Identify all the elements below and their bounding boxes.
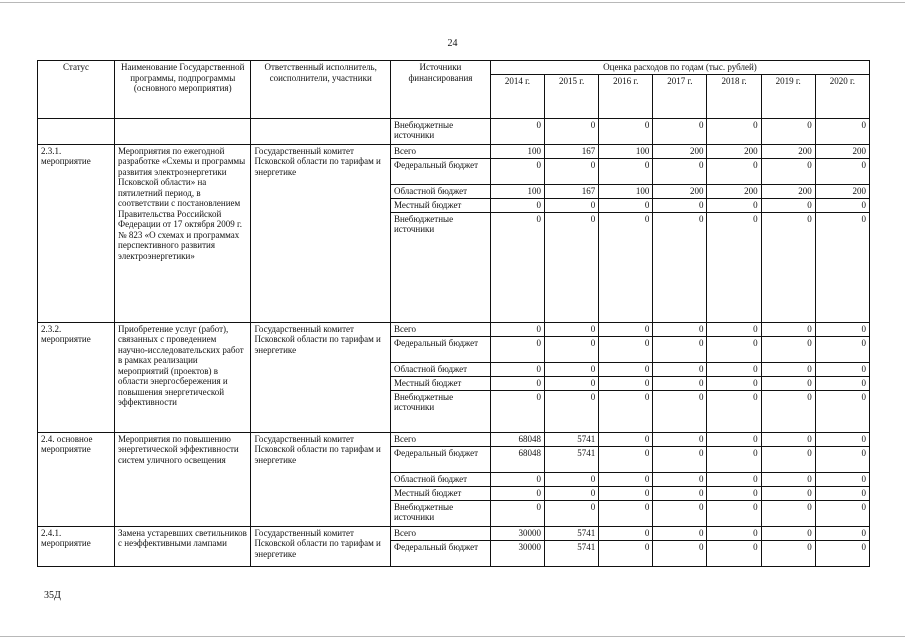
value-cell: 0 xyxy=(545,390,599,432)
source-cell: Федеральный бюджет xyxy=(390,336,490,362)
value-cell: 0 xyxy=(653,446,707,472)
value-cell: 0 xyxy=(707,212,761,322)
value-cell: 0 xyxy=(707,432,761,446)
value-cell: 0 xyxy=(653,322,707,336)
value-cell: 0 xyxy=(490,362,544,376)
source-cell: Внебюджетные источники xyxy=(390,390,490,432)
value-cell: 0 xyxy=(653,212,707,322)
value-cell: 30000 xyxy=(490,526,544,540)
value-cell: 0 xyxy=(599,362,653,376)
value-cell: 0 xyxy=(653,526,707,540)
value-cell: 0 xyxy=(599,526,653,540)
value-cell: 100 xyxy=(490,144,544,158)
value-cell: 0 xyxy=(599,376,653,390)
value-cell: 0 xyxy=(815,390,869,432)
value-cell: 0 xyxy=(815,322,869,336)
value-cell: 0 xyxy=(707,526,761,540)
value-cell: 0 xyxy=(707,390,761,432)
value-cell: 0 xyxy=(707,336,761,362)
value-cell: 0 xyxy=(653,540,707,566)
value-cell: 0 xyxy=(545,500,599,526)
executor-cell: Государственный комитет Псковской области по тарифам и энергетике xyxy=(251,432,391,526)
header-year: 2018 г. xyxy=(707,74,761,118)
value-cell: 0 xyxy=(707,446,761,472)
header-year: 2016 г. xyxy=(599,74,653,118)
source-cell: Всего xyxy=(390,432,490,446)
value-cell: 0 xyxy=(761,486,815,500)
source-cell: Всего xyxy=(390,526,490,540)
value-cell: 200 xyxy=(653,144,707,158)
value-cell: 0 xyxy=(815,472,869,486)
value-cell: 0 xyxy=(815,158,869,184)
source-cell: Внебюджетные источники xyxy=(390,212,490,322)
value-cell: 0 xyxy=(761,322,815,336)
source-cell: Внебюджетные источники xyxy=(390,500,490,526)
value-cell: 0 xyxy=(599,446,653,472)
value-cell: 0 xyxy=(761,432,815,446)
value-cell: 0 xyxy=(707,158,761,184)
value-cell: 0 xyxy=(490,118,544,144)
executor-cell: Государственный комитет Псковской области по тарифам и энергетике xyxy=(251,144,391,322)
value-cell: 0 xyxy=(815,540,869,566)
value-cell: 200 xyxy=(815,144,869,158)
value-cell: 0 xyxy=(599,500,653,526)
value-cell: 0 xyxy=(653,390,707,432)
header-sources: Источники финансирования xyxy=(390,61,490,119)
value-cell: 0 xyxy=(761,526,815,540)
table-body xyxy=(38,118,870,566)
value-cell: 0 xyxy=(707,118,761,144)
value-cell: 0 xyxy=(761,158,815,184)
page-number: 24 xyxy=(447,38,458,49)
value-cell: 0 xyxy=(707,472,761,486)
source-cell: Местный бюджет xyxy=(390,486,490,500)
value-cell: 0 xyxy=(707,322,761,336)
table-row xyxy=(38,144,870,158)
value-cell: 0 xyxy=(815,118,869,144)
value-cell: 0 xyxy=(545,212,599,322)
value-cell: 0 xyxy=(761,198,815,212)
value-cell: 0 xyxy=(653,376,707,390)
scan-bottom-edge xyxy=(0,636,905,637)
value-cell: 0 xyxy=(599,198,653,212)
header-row xyxy=(38,61,870,75)
status-cell: 2.4. основное мероприятие xyxy=(38,432,115,526)
table-row xyxy=(38,118,870,144)
value-cell: 0 xyxy=(815,526,869,540)
table-row xyxy=(38,526,870,540)
value-cell: 100 xyxy=(490,184,544,198)
value-cell: 0 xyxy=(545,336,599,362)
source-cell: Местный бюджет xyxy=(390,198,490,212)
value-cell: 0 xyxy=(761,212,815,322)
executor-cell xyxy=(251,118,391,144)
header-year: 2020 г. xyxy=(815,74,869,118)
header-year: 2014 г. xyxy=(490,74,544,118)
status-cell: 2.3.1. мероприятие xyxy=(38,144,115,322)
value-cell: 0 xyxy=(815,446,869,472)
value-cell: 0 xyxy=(815,486,869,500)
value-cell: 0 xyxy=(490,486,544,500)
value-cell: 5741 xyxy=(545,446,599,472)
value-cell: 68048 xyxy=(490,432,544,446)
scan-top-edge xyxy=(0,2,905,3)
source-cell: Местный бюджет xyxy=(390,376,490,390)
value-cell: 0 xyxy=(815,336,869,362)
value-cell: 0 xyxy=(761,336,815,362)
name-cell: Замена устаревших светильников с неэффективными лампами xyxy=(115,526,251,566)
source-cell: Всего xyxy=(390,322,490,336)
value-cell: 0 xyxy=(761,118,815,144)
executor-cell: Государственный комитет Псковской области по тарифам и энергетике xyxy=(251,526,391,566)
value-cell: 0 xyxy=(815,362,869,376)
value-cell: 0 xyxy=(707,376,761,390)
value-cell: 0 xyxy=(761,500,815,526)
value-cell: 0 xyxy=(653,432,707,446)
source-cell: Федеральный бюджет xyxy=(390,158,490,184)
status-cell xyxy=(38,118,115,144)
source-cell: Областной бюджет xyxy=(390,472,490,486)
value-cell: 0 xyxy=(599,212,653,322)
value-cell: 200 xyxy=(707,184,761,198)
header-executor: Ответственный исполнитель, соисполнители, участники xyxy=(251,61,391,119)
header-name: Наименование Государственной программы, подпрограммы (основного мероприятия) xyxy=(115,61,251,119)
status-cell: 2.4.1. мероприятие xyxy=(38,526,115,566)
value-cell: 0 xyxy=(599,158,653,184)
name-cell: Мероприятия по повышению энергетической эффективности систем уличного освещения xyxy=(115,432,251,526)
value-cell: 0 xyxy=(599,336,653,362)
header-estimate: Оценка расходов по годам (тыс. рублей) xyxy=(490,61,869,75)
header-year: 2015 г. xyxy=(545,74,599,118)
value-cell: 200 xyxy=(815,184,869,198)
value-cell: 0 xyxy=(815,500,869,526)
source-cell: Областной бюджет xyxy=(390,362,490,376)
value-cell: 0 xyxy=(545,472,599,486)
value-cell: 0 xyxy=(761,362,815,376)
value-cell: 0 xyxy=(490,198,544,212)
expense-table xyxy=(37,60,870,567)
value-cell: 0 xyxy=(761,376,815,390)
value-cell: 0 xyxy=(545,118,599,144)
value-cell: 0 xyxy=(490,390,544,432)
value-cell: 0 xyxy=(545,486,599,500)
value-cell: 0 xyxy=(761,472,815,486)
value-cell: 0 xyxy=(653,336,707,362)
value-cell: 5741 xyxy=(545,526,599,540)
value-cell: 0 xyxy=(490,472,544,486)
value-cell: 200 xyxy=(707,144,761,158)
value-cell: 167 xyxy=(545,144,599,158)
value-cell: 0 xyxy=(545,376,599,390)
value-cell: 0 xyxy=(599,472,653,486)
value-cell: 68048 xyxy=(490,446,544,472)
value-cell: 0 xyxy=(761,446,815,472)
source-cell: Областной бюджет xyxy=(390,184,490,198)
table-row xyxy=(38,432,870,446)
value-cell: 0 xyxy=(490,158,544,184)
value-cell: 0 xyxy=(545,322,599,336)
value-cell: 0 xyxy=(707,486,761,500)
value-cell: 0 xyxy=(599,432,653,446)
value-cell: 200 xyxy=(761,144,815,158)
value-cell: 0 xyxy=(707,540,761,566)
value-cell: 5741 xyxy=(545,432,599,446)
executor-cell: Государственный комитет Псковской области по тарифам и энергетике xyxy=(251,322,391,432)
footer-code: 35Д xyxy=(44,590,61,601)
value-cell: 0 xyxy=(653,486,707,500)
header-year: 2019 г. xyxy=(761,74,815,118)
source-cell: Федеральный бюджет xyxy=(390,446,490,472)
value-cell: 0 xyxy=(761,390,815,432)
value-cell: 0 xyxy=(599,322,653,336)
value-cell: 0 xyxy=(707,198,761,212)
value-cell: 0 xyxy=(490,500,544,526)
header-status: Статус xyxy=(38,61,115,119)
name-cell xyxy=(115,118,251,144)
value-cell: 100 xyxy=(599,184,653,198)
value-cell: 0 xyxy=(490,322,544,336)
name-cell: Приобретение услуг (работ), связанных с проведением научно-исследовательских работ в рамках реализации мероприятий (проектов) в области энергосбережения и повышения энергетической эффективности xyxy=(115,322,251,432)
value-cell: 0 xyxy=(653,118,707,144)
source-cell: Всего xyxy=(390,144,490,158)
value-cell: 0 xyxy=(599,390,653,432)
value-cell: 100 xyxy=(599,144,653,158)
value-cell: 0 xyxy=(599,486,653,500)
value-cell: 200 xyxy=(761,184,815,198)
value-cell: 5741 xyxy=(545,540,599,566)
table-row xyxy=(38,322,870,336)
source-cell: Федеральный бюджет xyxy=(390,540,490,566)
value-cell: 0 xyxy=(599,540,653,566)
value-cell: 0 xyxy=(653,158,707,184)
source-cell: Внебюджетные источники xyxy=(390,118,490,144)
value-cell: 0 xyxy=(815,198,869,212)
value-cell: 0 xyxy=(490,376,544,390)
value-cell: 0 xyxy=(815,376,869,390)
value-cell: 0 xyxy=(815,432,869,446)
value-cell: 0 xyxy=(545,198,599,212)
value-cell: 0 xyxy=(707,500,761,526)
value-cell: 0 xyxy=(653,362,707,376)
value-cell: 0 xyxy=(707,362,761,376)
value-cell: 0 xyxy=(490,212,544,322)
value-cell: 0 xyxy=(653,472,707,486)
value-cell: 0 xyxy=(653,500,707,526)
value-cell: 0 xyxy=(599,118,653,144)
value-cell: 0 xyxy=(653,198,707,212)
name-cell: Мероприятия по ежегодной разработке «Схемы и программы развития электроэнергетики Псковской области» на пятилетний период, в соответствии с постановлением Правительства Российской Федерации от 17 октября 2009 г. № 823 «О схемах и программах перспективного развития электроэнергетики» xyxy=(115,144,251,322)
value-cell: 200 xyxy=(653,184,707,198)
header-year: 2017 г. xyxy=(653,74,707,118)
value-cell: 0 xyxy=(815,212,869,322)
value-cell: 0 xyxy=(761,540,815,566)
value-cell: 0 xyxy=(545,158,599,184)
status-cell: 2.3.2. мероприятие xyxy=(38,322,115,432)
value-cell: 0 xyxy=(490,336,544,362)
value-cell: 167 xyxy=(545,184,599,198)
value-cell: 30000 xyxy=(490,540,544,566)
value-cell: 0 xyxy=(545,362,599,376)
